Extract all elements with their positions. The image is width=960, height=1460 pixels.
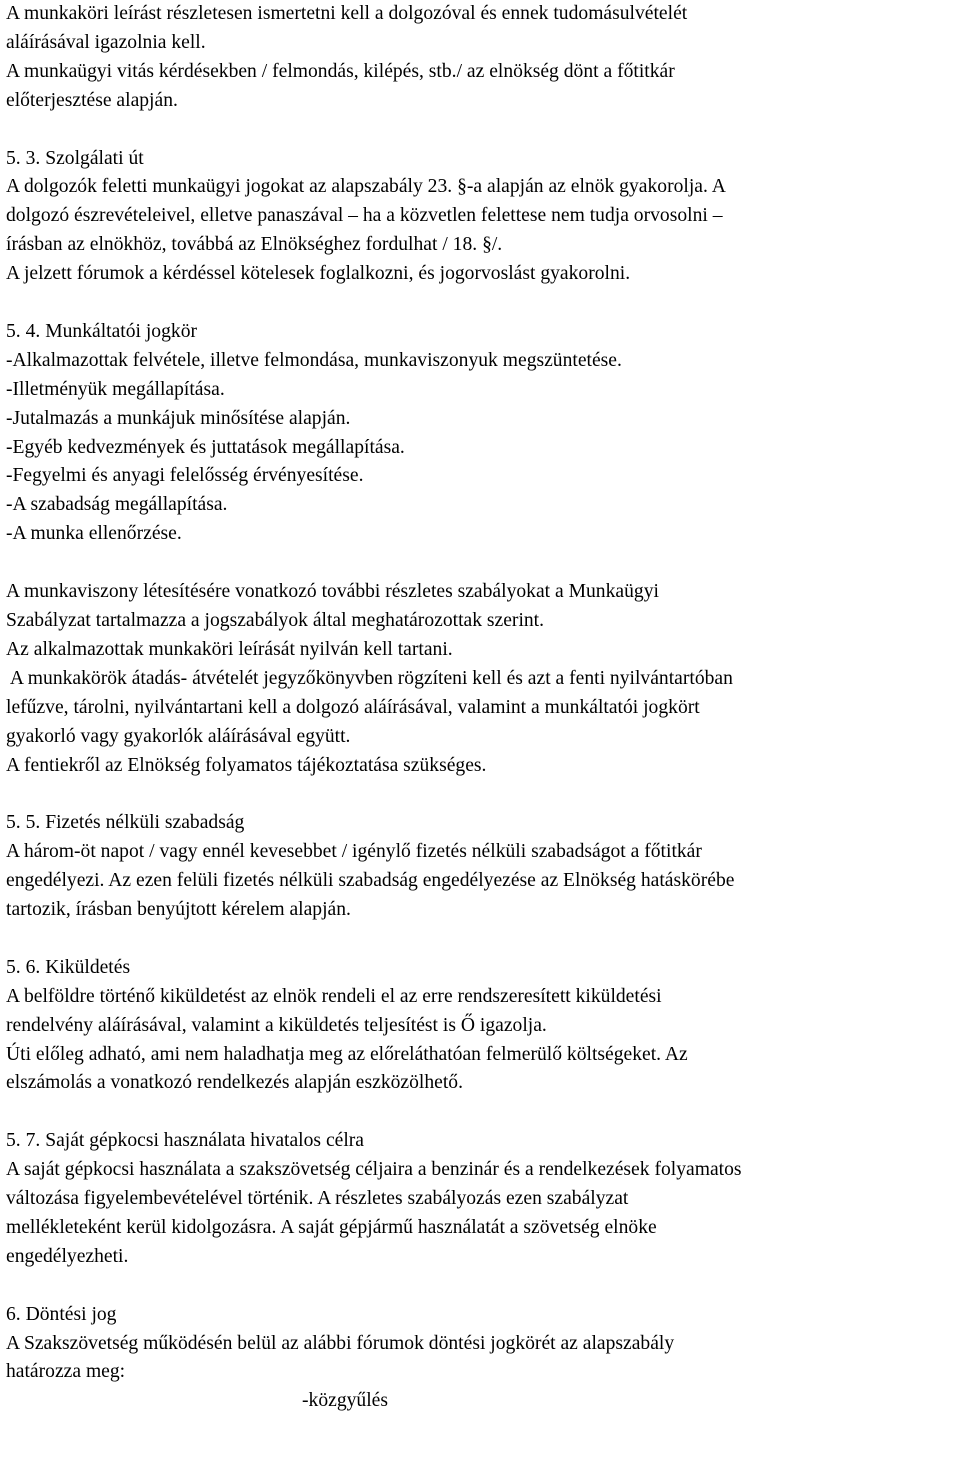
text-line: tartozik, írásban benyújtott kérelem alapján. bbox=[6, 899, 351, 921]
text-line: engedélyezheti. bbox=[6, 1245, 129, 1267]
section-5-7 bbox=[6, 1127, 956, 1272]
paragraph-gap bbox=[6, 925, 956, 954]
section-heading: 5. 5. Fizetés nélküli szabadság bbox=[6, 812, 245, 834]
list-item: -Egyéb kedvezmények és juttatások megállapítása. bbox=[6, 436, 405, 458]
intro-paragraph bbox=[6, 0, 956, 116]
text-line: A belföldre történő kiküldetést az elnök rendeli el az erre rendszeresített kiküldetési bbox=[6, 985, 662, 1007]
section-heading: 6. Döntési jog bbox=[6, 1303, 117, 1325]
text-line: A jelzett fórumok a kérdéssel kötelesek foglalkozni, és jogorvoslást gyakorolni. bbox=[6, 263, 631, 285]
paragraph-gap bbox=[6, 1098, 956, 1127]
text-line: A munkakörök átadás- átvételét jegyzőkönyvben rögzíteni kell és azt a fenti nyilvántartóban bbox=[6, 667, 733, 689]
list-item: -A munka ellenőrzése. bbox=[6, 523, 182, 545]
text-line: mellékleteként kerül kidolgozásra. A saját gépjármű használatát a szövetség elnöke bbox=[6, 1216, 657, 1238]
decision-forum-list bbox=[6, 1387, 956, 1416]
text-line: Az alkalmazottak munkaköri leírását nyilván kell tartani. bbox=[6, 638, 453, 660]
section-5-6 bbox=[6, 954, 956, 1099]
text-line: elszámolás a vonatkozó rendelkezés alapján eszközölhető. bbox=[6, 1072, 463, 1094]
section-heading: 5. 3. Szolgálati út bbox=[6, 147, 144, 169]
text-line: előterjesztése alapján. bbox=[6, 89, 178, 111]
document-page bbox=[6, 0, 956, 1416]
text-line: engedélyezi. Az ezen felüli fizetés nélküli szabadság engedélyezése az Elnökség hatáskörébe bbox=[6, 870, 735, 892]
list-item: -Illetményük megállapítása. bbox=[6, 378, 225, 400]
text-line: Úti előleg adható, ami nem haladhatja meg az előreláthatóan felmerülő költségeket. Az bbox=[6, 1043, 688, 1065]
section-5-5 bbox=[6, 809, 956, 925]
text-line: lefűzve, tárolni, nyilvántartani kell a dolgozó aláírásával, valamint a munkáltatói jogkört bbox=[6, 696, 700, 718]
section-heading: 5. 6. Kiküldetés bbox=[6, 956, 131, 978]
section-5-4 bbox=[6, 318, 956, 549]
paragraph-gap bbox=[6, 116, 956, 145]
text-line: A munkaviszony létesítésére vonatkozó további részletes szabályokat a Munkaügyi bbox=[6, 581, 659, 603]
text-line: A dolgozók feletti munkaügyi jogokat az alapszabály 23. §-a alapján az elnök gyakorolja. A bbox=[6, 176, 726, 198]
text-line: rendelvény aláírásával, valamint a kiküldetés teljesítést is Ő igazolja. bbox=[6, 1014, 547, 1036]
section-heading: 5. 7. Saját gépkocsi használata hivatalos célra bbox=[6, 1130, 364, 1152]
text-line: aláírásával igazolnia kell. bbox=[6, 31, 206, 53]
section-6 bbox=[6, 1301, 956, 1388]
text-line: dolgozó észrevételeivel, elletve panaszával – ha a közvetlen felettese nem tudja orvosolni – bbox=[6, 205, 723, 227]
paragraph-gap bbox=[6, 1272, 956, 1301]
text-line: A Szakszövetség működésén belül az alábbi fórumok döntési jogkörét az alapszabály bbox=[6, 1332, 675, 1354]
text-line: írásban az elnökhöz, továbbá az Elnökséghez fordulhat / 18. §/. bbox=[6, 234, 503, 256]
text-line: Szabályzat tartalmazza a jogszabályok által meghatározottak szerint. bbox=[6, 609, 545, 631]
paragraph-gap bbox=[6, 289, 956, 318]
text-line: határozza meg: bbox=[6, 1361, 126, 1383]
employment-rules-paragraph bbox=[6, 578, 956, 780]
text-line: A fentiekről az Elnökség folyamatos tájékoztatása szükséges. bbox=[6, 754, 487, 776]
list-item: -közgyűlés bbox=[302, 1390, 388, 1412]
list-item: -Jutalmazás a munkájuk minősítése alapján. bbox=[6, 407, 351, 429]
text-line: A saját gépkocsi használata a szakszövetség céljaira a benzinár és a rendelkezések folyamatos bbox=[6, 1159, 742, 1181]
text-line: A munkaügyi vitás kérdésekben / felmondás, kilépés, stb./ az elnökség dönt a főtitkár bbox=[6, 60, 675, 82]
paragraph-gap bbox=[6, 780, 956, 809]
section-heading: 5. 4. Munkáltatói jogkör bbox=[6, 320, 198, 342]
list-item: -Fegyelmi és anyagi felelősség érvényesítése. bbox=[6, 465, 364, 487]
paragraph-gap bbox=[6, 549, 956, 578]
section-5-3 bbox=[6, 145, 956, 290]
text-line: gyakorló vagy gyakorlók aláírásával együtt. bbox=[6, 725, 351, 747]
list-item: -A szabadság megállapítása. bbox=[6, 494, 228, 516]
text-line: változása figyelembevételével történik. A részletes szabályozás ezen szabályzat bbox=[6, 1188, 629, 1210]
list-item: -Alkalmazottak felvétele, illetve felmondása, munkaviszonyuk megszüntetése. bbox=[6, 349, 622, 371]
text-line: A három-öt napot / vagy ennél kevesebbet / igénylő fizetés nélküli szabadságot a főtitkár bbox=[6, 841, 702, 863]
text-line: A munkaköri leírást részletesen ismertetni kell a dolgozóval és ennek tudomásulvételét bbox=[6, 3, 688, 24]
